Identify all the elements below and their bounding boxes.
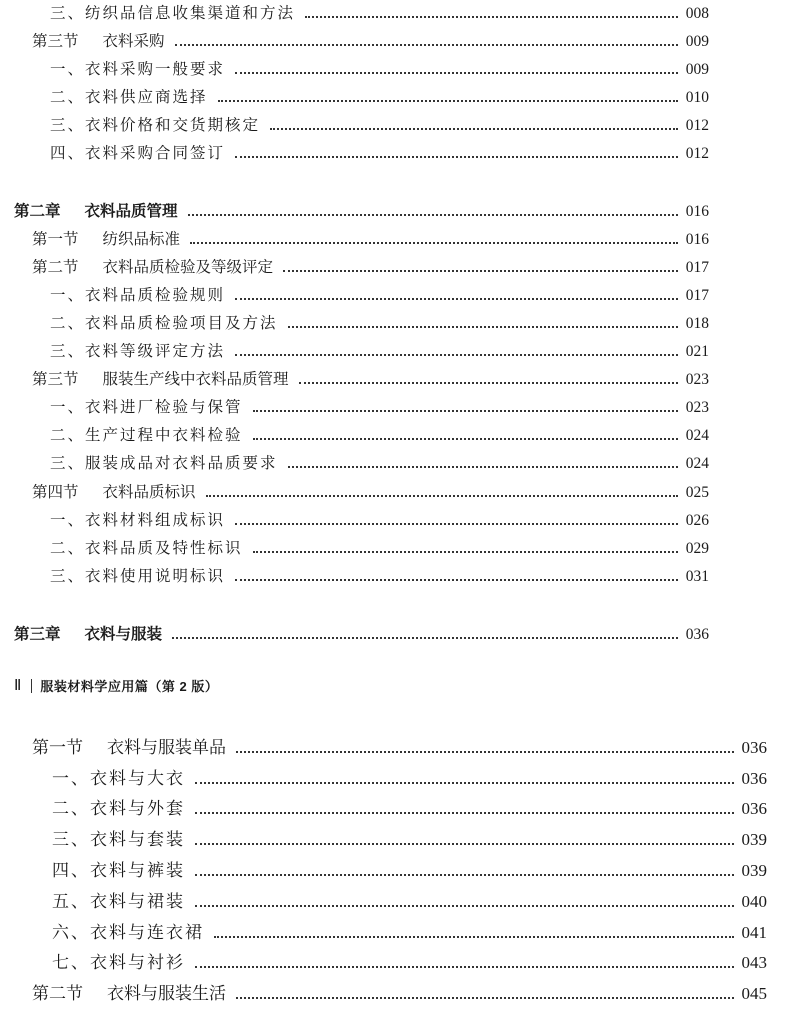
toc-entry-number: 第三节 (32, 32, 79, 50)
toc-entry-number: 第二章 (14, 203, 61, 220)
toc-subsection-entry (0, 887, 767, 912)
toc-entry-title: 服装生产线中衣料品质管理 (102, 370, 289, 388)
toc-subsection-entry (0, 918, 767, 943)
dot-leader (288, 466, 678, 468)
toc-chapter-entry (0, 199, 709, 221)
toc-entry-label: 四、衣料采购合同签订 (50, 144, 226, 162)
toc-section-entry (0, 480, 709, 502)
toc-entry-label: 三、衣料等级评定方法 (50, 342, 226, 360)
toc-page-number: 012 (685, 117, 709, 134)
toc-page-number: 010 (685, 89, 709, 106)
toc-page-number: 023 (685, 371, 709, 388)
toc-subsection-entry (0, 794, 767, 819)
toc-page-number: 009 (685, 61, 709, 78)
dot-leader (235, 298, 678, 300)
toc-entry-title: 衣料与服装单品 (107, 738, 226, 758)
toc-entry-heading (14, 622, 162, 644)
toc-subsection-entry (0, 85, 709, 107)
dot-leader (288, 326, 678, 328)
toc-chapter-entry (0, 622, 709, 644)
toc-entry-label: 二、衣料品质检验项目及方法 (50, 314, 278, 332)
toc-entry-label: 一、衣料进厂检验与保管 (50, 398, 243, 416)
toc-subsection-entry (0, 283, 709, 305)
toc-page-number: 036 (741, 738, 767, 757)
dot-leader (195, 812, 734, 814)
toc-entry-title: 衣料品质标识 (102, 483, 196, 501)
dot-leader (235, 72, 678, 74)
toc-page-number: 041 (741, 923, 767, 942)
toc-page-number: 025 (685, 484, 709, 501)
toc-page-number: 016 (685, 231, 709, 248)
dot-leader (235, 156, 678, 158)
toc-page-number: 040 (741, 892, 767, 911)
book-title: 服装材料学应用篇（第 2 版） (40, 679, 219, 694)
dot-leader (195, 782, 734, 784)
dot-leader (235, 354, 678, 356)
toc-entry-label: 二、衣料与外套 (52, 799, 185, 819)
toc-entry-heading (32, 480, 196, 502)
toc-entry-number: 第三章 (14, 626, 61, 643)
toc-page-number: 008 (685, 5, 709, 22)
dot-leader (236, 997, 734, 999)
dot-leader (172, 637, 678, 639)
toc-subsection-entry (0, 311, 709, 333)
dot-leader (206, 495, 678, 497)
toc-entry-heading (32, 29, 165, 51)
header-divider (31, 679, 32, 693)
toc-entry-number: 第三节 (32, 370, 79, 388)
toc-entry-heading (32, 255, 273, 277)
dot-leader (218, 100, 678, 102)
toc-subsection-entry (0, 564, 709, 586)
toc-section-entry (0, 255, 709, 277)
dot-leader (270, 128, 678, 130)
dot-leader (253, 438, 678, 440)
toc-page-number: 016 (685, 203, 709, 220)
toc-section-entry (0, 367, 709, 389)
toc-page-number: 009 (685, 33, 709, 50)
dot-leader (235, 579, 678, 581)
toc-subsection-entry (0, 536, 709, 558)
dot-leader (175, 44, 678, 46)
toc-section-entry (0, 227, 709, 249)
toc-entry-label: 三、衣料价格和交货期核定 (50, 116, 261, 134)
toc-page-number: 043 (741, 953, 767, 972)
toc-entry-heading (32, 979, 226, 1004)
toc-entry-label: 三、衣料与套装 (52, 830, 185, 850)
dot-leader (299, 382, 678, 384)
toc-subsection-entry (0, 948, 767, 973)
toc-entry-number: 第四节 (32, 483, 79, 501)
toc-entry-number: 第二节 (32, 984, 83, 1004)
toc-page-number: 018 (685, 315, 709, 332)
toc-subsection-entry (0, 141, 709, 163)
toc-entry-label: 一、衣料与大衣 (52, 769, 185, 789)
toc-entry-number: 第二节 (32, 258, 79, 276)
toc-page-number: 039 (741, 861, 767, 880)
toc-page-number: 024 (685, 455, 709, 472)
toc-subsection-entry (0, 825, 767, 850)
toc-page-number: 023 (685, 399, 709, 416)
toc-page-number: 026 (685, 512, 709, 529)
toc-entry-heading (32, 733, 226, 758)
toc-entry-label: 二、衣料供应商选择 (50, 88, 208, 106)
toc-entry-label: 七、衣料与衬衫 (52, 953, 185, 973)
toc-entry-title: 衣料品质管理 (84, 203, 178, 220)
toc-entry-heading (32, 227, 180, 249)
dot-leader (188, 214, 678, 216)
dot-leader (253, 410, 678, 412)
toc-entry-heading (14, 199, 178, 221)
toc-subsection-entry (0, 764, 767, 789)
toc-entry-label: 三、纺织品信息收集渠道和方法 (50, 4, 296, 22)
dot-leader (305, 16, 678, 18)
toc-entry-title: 衣料与服装生活 (107, 984, 226, 1004)
toc-entry-label: 三、衣料使用说明标识 (50, 567, 226, 585)
toc-subsection-entry (0, 113, 709, 135)
toc-section-entry (0, 733, 767, 758)
toc-entry-label: 四、衣料与裤装 (52, 861, 185, 881)
toc-entry-label: 二、衣料品质及特性标识 (50, 539, 243, 557)
toc-entry-label: 一、衣料采购一般要求 (50, 60, 226, 78)
toc-entry-number: 第一节 (32, 230, 79, 248)
toc-subsection-entry (0, 508, 709, 530)
toc-subsection-entry (0, 423, 709, 445)
dot-leader (283, 270, 678, 272)
toc-page-number: 017 (685, 259, 709, 276)
dot-leader (190, 242, 678, 244)
toc-page-number: 012 (685, 145, 709, 162)
dot-leader (236, 751, 734, 753)
toc-page-number: 021 (685, 343, 709, 360)
toc-subsection-entry (0, 451, 709, 473)
running-header (14, 676, 218, 695)
dot-leader (235, 523, 678, 525)
toc-section-entry (0, 29, 709, 51)
dot-leader (214, 936, 734, 938)
toc-entry-number: 第一节 (32, 738, 83, 758)
dot-leader (253, 551, 678, 553)
dot-leader (195, 874, 734, 876)
toc-page-number: 039 (741, 830, 767, 849)
toc-subsection-entry (0, 339, 709, 361)
toc-page-number: 017 (685, 287, 709, 304)
toc-entry-label: 六、衣料与连衣裙 (52, 923, 204, 943)
toc-entry-label: 一、衣料品质检验规则 (50, 286, 226, 304)
toc-entry-label: 五、衣料与裙装 (52, 892, 185, 912)
toc-page-number: 036 (741, 799, 767, 818)
toc-entry-label: 一、衣料材料组成标识 (50, 511, 226, 529)
toc-entry-title: 衣料与服装 (84, 626, 163, 643)
toc-entry-label: 三、服装成品对衣料品质要求 (50, 454, 278, 472)
toc-page-number: 045 (741, 984, 767, 1003)
toc-page-number: 029 (685, 540, 709, 557)
toc-subsection-entry (0, 856, 767, 881)
toc-entry-heading (32, 367, 289, 389)
toc-page-number: 031 (685, 568, 709, 585)
dot-leader (195, 843, 734, 845)
toc-section-entry (0, 979, 767, 1004)
toc-entry-label: 二、生产过程中衣料检验 (50, 426, 243, 444)
toc-page-number: 036 (741, 769, 767, 788)
toc-subsection-entry (0, 1, 709, 23)
toc-entry-title: 纺织品标准 (102, 230, 181, 248)
dot-leader (195, 905, 734, 907)
toc-entry-title: 衣料采购 (102, 32, 165, 50)
dot-leader (195, 966, 734, 968)
toc-page-number: 036 (685, 626, 709, 643)
toc-subsection-entry (0, 395, 709, 417)
volume-numeral: Ⅱ (14, 678, 22, 694)
toc-subsection-entry (0, 57, 709, 79)
toc-entry-title: 衣料品质检验及等级评定 (102, 258, 274, 276)
toc-page-number: 024 (685, 427, 709, 444)
